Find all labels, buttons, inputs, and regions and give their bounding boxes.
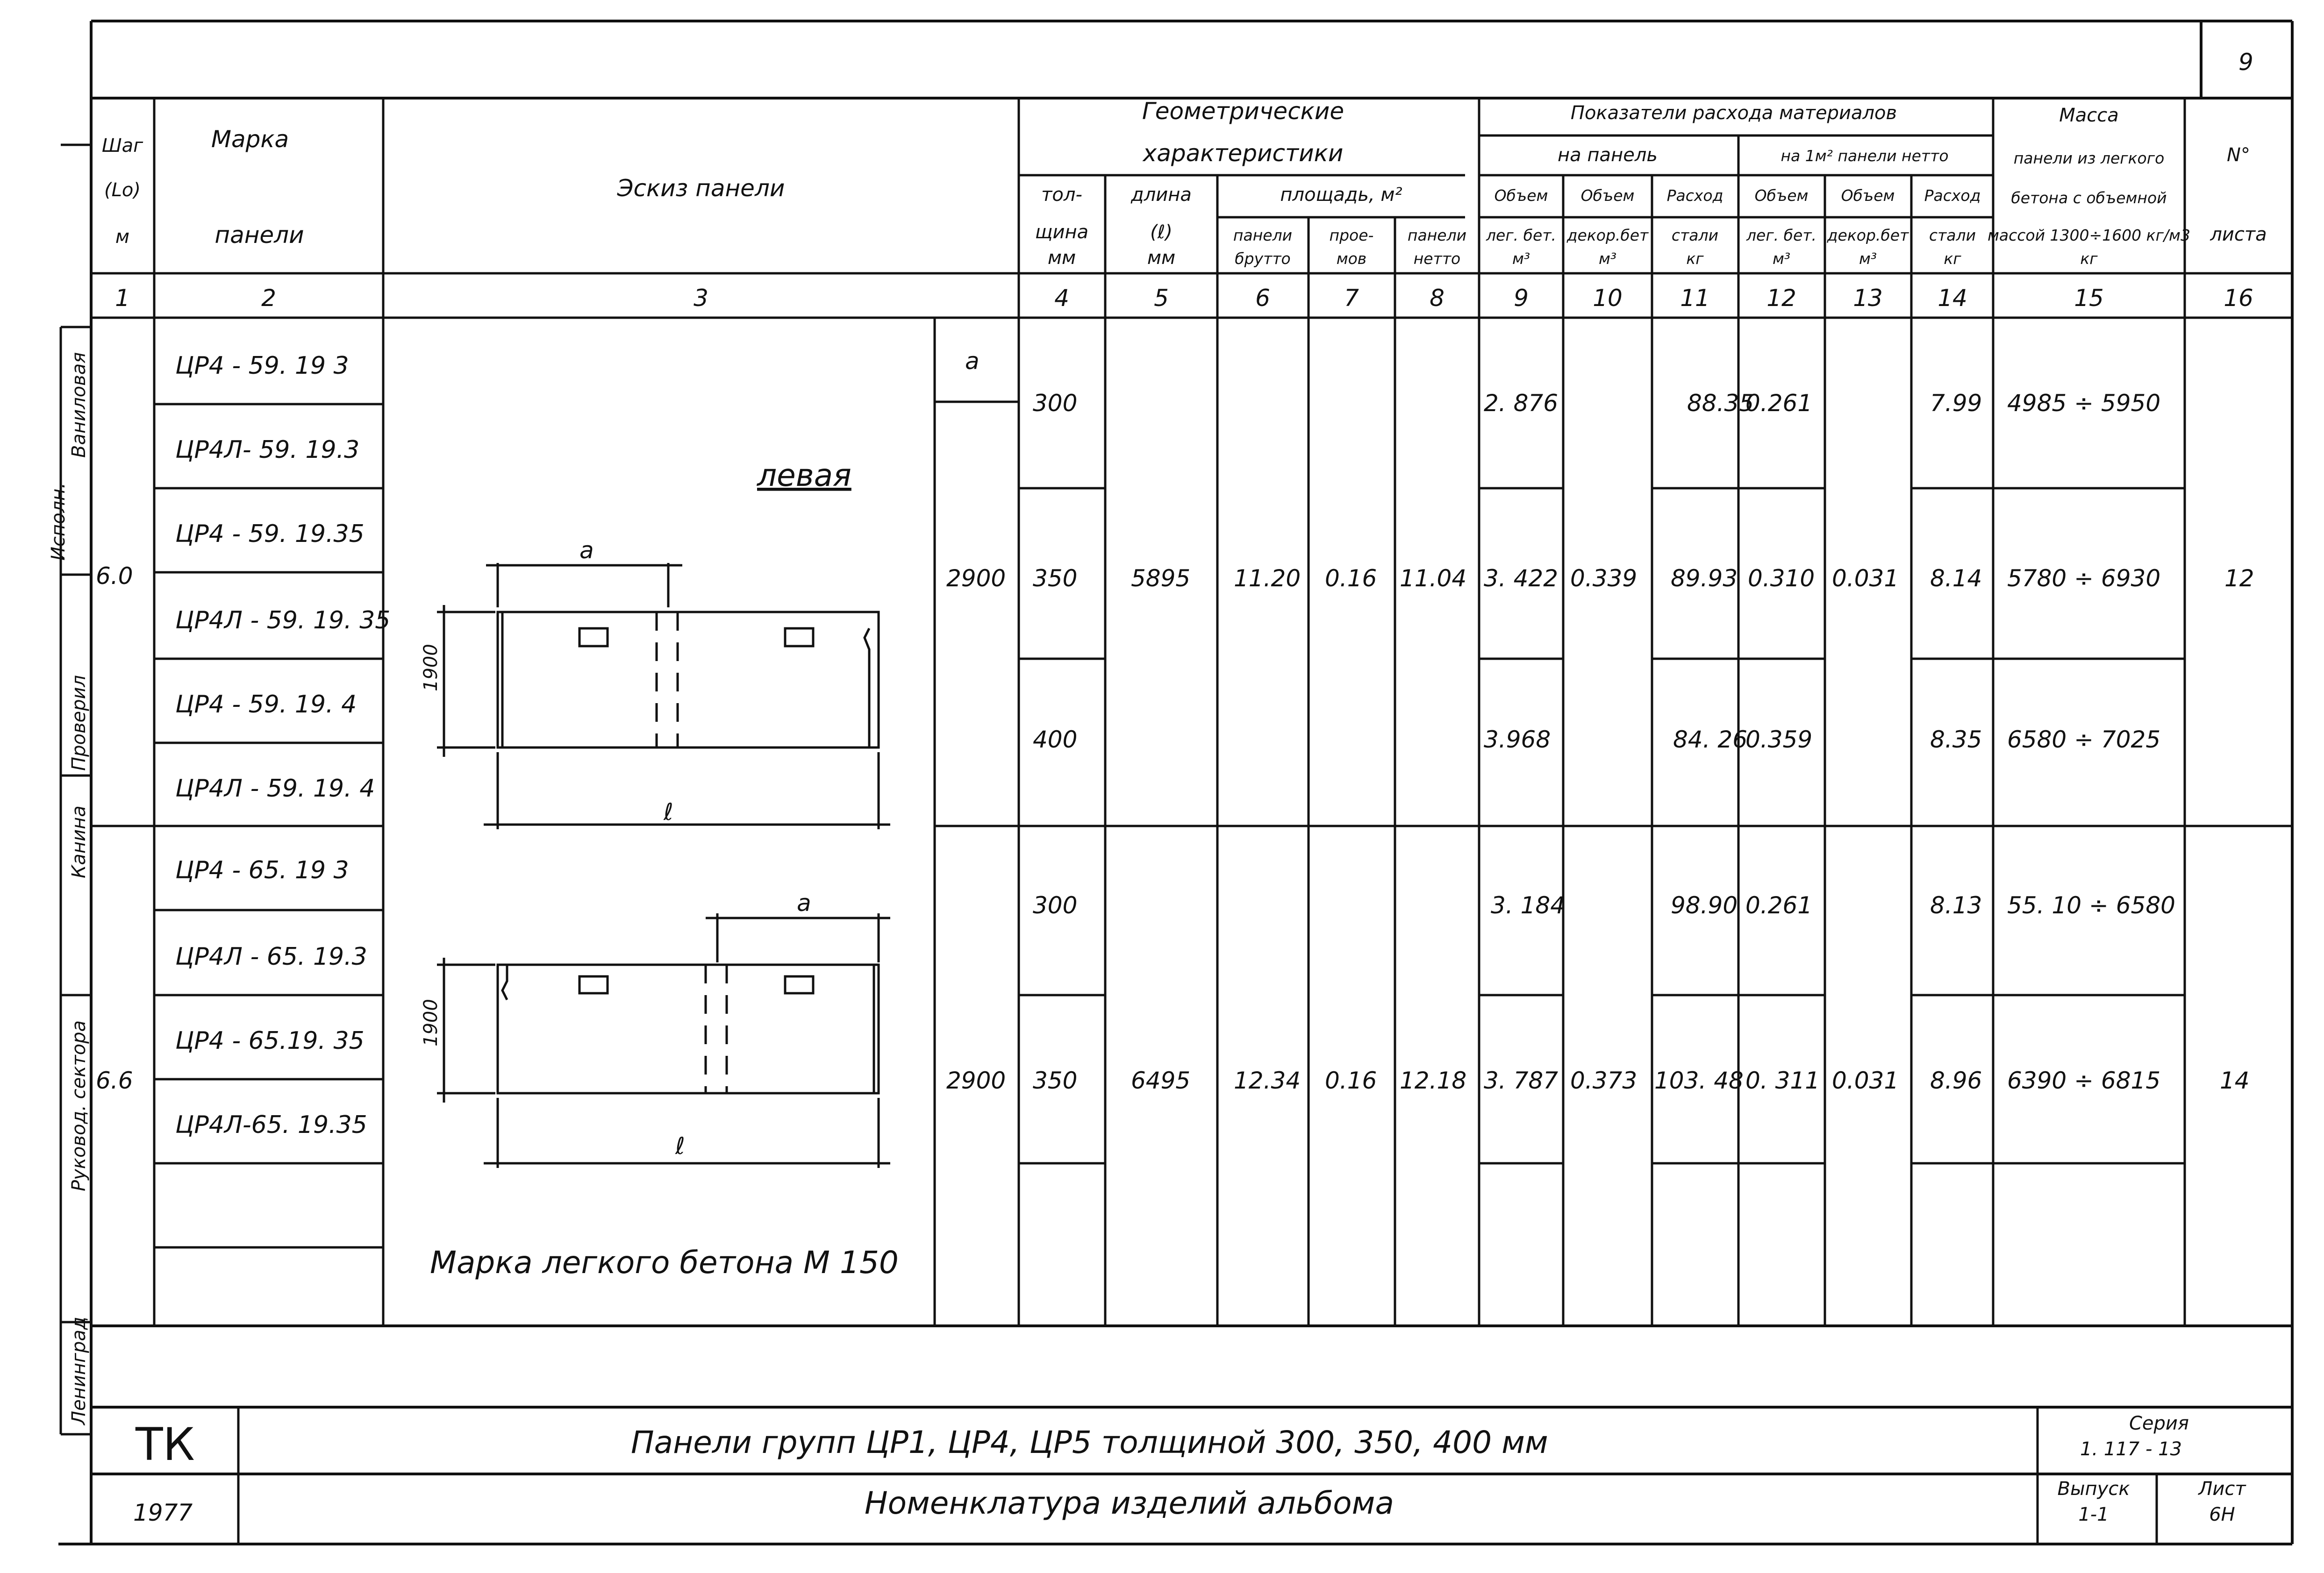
mark-3: ЦР4 - 65.19. 35 <box>175 1027 365 1055</box>
vol-300: 2. 876 <box>1484 390 1559 417</box>
length-value: 5895 <box>1131 565 1191 592</box>
steel-m2-300: 8.13 <box>1930 892 1982 919</box>
title-block <box>133 1413 2246 1526</box>
h-c6-2: брутто <box>1235 249 1291 268</box>
colnum-6: 6 <box>1255 285 1270 312</box>
margin-checked: Проверил <box>68 675 90 771</box>
colnum-13: 13 <box>1853 285 1883 312</box>
thickness-300: 300 <box>1033 892 1078 919</box>
vol-m2-300: 0.261 <box>1745 390 1813 417</box>
h-c12-1: Объем <box>1754 186 1809 205</box>
mass-400: 6580 ÷ 7025 <box>2007 726 2161 753</box>
h-c10-2: декор.бет <box>1566 226 1649 244</box>
h-mark-1: Марка <box>211 126 289 153</box>
vol-m2-300: 0.261 <box>1745 892 1813 919</box>
mark-1: ЦР4 - 65. 19 3 <box>175 856 349 884</box>
h-sheet-1: N° <box>2227 144 2250 166</box>
colnum-14: 14 <box>1938 285 1967 312</box>
sheet-label: Лист <box>2198 1478 2246 1500</box>
colnum-3: 3 <box>694 285 708 312</box>
h-c5-2: (ℓ) <box>1150 221 1173 243</box>
mark-4: ЦР4Л - 59. 19. 35 <box>175 606 391 634</box>
colnum-9: 9 <box>1514 285 1529 312</box>
h-sheet-2: листа <box>2210 224 2267 245</box>
margin-role: Исполн. <box>48 483 69 561</box>
h-c9-2: лег. бет. <box>1486 226 1557 244</box>
openings-area: 0.16 <box>1325 1067 1377 1094</box>
vol-300: 3. 184 <box>1491 892 1566 919</box>
a-value: 2900 <box>946 1067 1006 1094</box>
h-geom-1: Геометрические <box>1142 98 1344 125</box>
openings-area: 0.16 <box>1325 565 1377 592</box>
group-6-0 <box>96 352 2254 803</box>
decor-m2: 0.031 <box>1832 565 1899 592</box>
issue-value: 1-1 <box>2078 1504 2109 1525</box>
h-c12-3: м³ <box>1772 249 1791 268</box>
h-c8-1: панели <box>1407 226 1467 244</box>
h-mass-1: Масса <box>2059 105 2119 126</box>
steel-m2-300: 7.99 <box>1930 390 1982 417</box>
signature-margin <box>61 145 91 1434</box>
h-c11-2: стали <box>1671 226 1719 244</box>
sheet-ref: 14 <box>2220 1067 2250 1094</box>
h-c9-1: Объем <box>1494 186 1548 205</box>
vol-350: 3. 422 <box>1484 565 1559 592</box>
title-line-2: Номенклатура изделий альбома <box>865 1485 1394 1521</box>
thickness-300: 300 <box>1033 390 1078 417</box>
vol-350: 3. 787 <box>1484 1067 1559 1094</box>
thickness-400: 400 <box>1033 726 1078 753</box>
step-value: 6.0 <box>96 562 133 590</box>
h-per-m2: на 1м² панели нетто <box>1781 147 1949 165</box>
sheet-ref: 12 <box>2224 565 2254 592</box>
colnum-4: 4 <box>1054 285 1069 312</box>
h-area: площадь, м² <box>1280 184 1402 206</box>
colnum-8: 8 <box>1430 285 1444 312</box>
h-c11-1: Расход <box>1666 186 1723 205</box>
left-panel-label: левая <box>757 457 851 493</box>
gross-area: 12.34 <box>1234 1067 1301 1094</box>
steel-m2-400: 8.35 <box>1930 726 1982 753</box>
net-area: 11.04 <box>1400 565 1467 592</box>
margin-executor: Ваниловая <box>68 352 90 458</box>
mass-350: 6390 ÷ 6815 <box>2007 1067 2161 1094</box>
sheet-number: 9 <box>2238 49 2253 76</box>
vol-m2-350: 0.310 <box>1748 565 1815 592</box>
h-per-panel: на панель <box>1558 144 1658 166</box>
mark-6: ЦР4Л - 59. 19. 4 <box>175 775 375 803</box>
colnum-16: 16 <box>2224 285 2253 312</box>
colnum-15: 15 <box>2074 285 2104 312</box>
h-c14-2: стали <box>1929 226 1976 244</box>
dim-height-bottom: 1900 <box>420 999 442 1046</box>
a-value: 2900 <box>946 565 1006 592</box>
h-c13-3: м³ <box>1859 249 1877 268</box>
vol-m2-400: 0.359 <box>1745 726 1813 753</box>
colnum-2: 2 <box>261 285 276 312</box>
h-consumption: Показатели расхода материалов <box>1570 102 1897 124</box>
dim-length-top: ℓ <box>664 798 673 826</box>
series-label: Серия <box>2129 1413 2189 1434</box>
series-value: 1. 117 - 13 <box>2080 1438 2182 1460</box>
table-header <box>102 98 2267 312</box>
steel-m2-350: 8.96 <box>1930 1067 1982 1094</box>
title-line-1: Панели групп ЦР1, ЦР4, ЦР5 толщиной 300, 350, 400 мм <box>631 1424 1548 1460</box>
mass-300: 4985 ÷ 5950 <box>2007 390 2161 417</box>
colnum-10: 10 <box>1593 285 1623 312</box>
h-c13-1: Объем <box>1841 186 1895 205</box>
h-step-2: (Lo) <box>104 179 141 201</box>
mass-350: 5780 ÷ 6930 <box>2007 565 2161 592</box>
h-c7-2: мов <box>1336 249 1367 268</box>
net-area: 12.18 <box>1400 1067 1467 1094</box>
h-c5-3: мм <box>1147 247 1176 269</box>
mark-4: ЦР4Л-65. 19.35 <box>175 1111 367 1139</box>
colnum-5: 5 <box>1154 285 1169 312</box>
h-mass-4: массой 1300÷1600 кг/м3 <box>1988 226 2190 244</box>
colnum-11: 11 <box>1680 285 1710 312</box>
dim-a-bottom: a <box>797 890 811 917</box>
h-c4-1: тол- <box>1041 184 1082 206</box>
colnum-7: 7 <box>1344 285 1359 312</box>
h-c6-1: панели <box>1233 226 1293 244</box>
concrete-grade-note: Марка легкого бетона М 150 <box>430 1245 899 1281</box>
dim-height-top: 1900 <box>420 644 442 691</box>
organization: ТК <box>136 1418 195 1471</box>
thickness-350: 350 <box>1033 1067 1078 1094</box>
h-c14-3: кг <box>1944 249 1961 268</box>
h-c10-3: м³ <box>1598 249 1617 268</box>
decor-panel: 0.373 <box>1570 1067 1638 1094</box>
signature-texts <box>48 352 90 1426</box>
mark-1: ЦР4 - 59. 19 3 <box>175 352 349 380</box>
h-mark-2: панели <box>215 221 304 249</box>
steel-m2-350: 8.14 <box>1930 565 1982 592</box>
mark-2: ЦР4Л - 65. 19.3 <box>175 943 367 971</box>
decor-panel: 0.339 <box>1570 565 1638 592</box>
mark-3: ЦР4 - 59. 19.35 <box>175 520 365 548</box>
colnum-1: 1 <box>115 285 130 312</box>
h-step-1: Шаг <box>101 135 143 157</box>
h-c7-1: прое- <box>1329 226 1374 244</box>
length-value: 6495 <box>1131 1067 1191 1094</box>
h-sketch: Эскиз панели <box>617 175 785 202</box>
h-mass-2: панели из легкого <box>2013 149 2165 167</box>
mass-300: 55. 10 ÷ 6580 <box>2007 892 2175 919</box>
h-step-3: м <box>115 226 130 248</box>
colnum-12: 12 <box>1766 285 1796 312</box>
vol-m2-350: 0. 311 <box>1745 1067 1820 1094</box>
margin-city: Ленинград <box>68 1317 90 1425</box>
h-mass-5: кг <box>2080 249 2098 268</box>
gross-area: 11.20 <box>1234 565 1301 592</box>
h-c5-1: длина <box>1131 184 1192 206</box>
h-c11-3: кг <box>1686 249 1704 268</box>
decor-m2: 0.031 <box>1832 1067 1899 1094</box>
steel-350: 89.93 <box>1671 565 1738 592</box>
h-c9-3: м³ <box>1512 249 1530 268</box>
margin-checker-name: Канина <box>68 805 90 878</box>
h-mass-3: бетона с объемной <box>2011 189 2167 207</box>
steel-300: 98.90 <box>1671 892 1738 919</box>
sketch-a-header: a <box>965 348 980 375</box>
steel-350: 103. 48 <box>1654 1067 1744 1094</box>
issue-label: Выпуск <box>2057 1478 2130 1500</box>
sheet-value: 6Н <box>2209 1504 2235 1525</box>
year: 1977 <box>133 1499 193 1526</box>
h-c14-1: Расход <box>1924 186 1981 205</box>
vol-400: 3.968 <box>1484 726 1551 753</box>
h-geom-2: характеристики <box>1143 140 1344 167</box>
h-c4-3: мм <box>1047 247 1076 269</box>
dim-length-bottom: ℓ <box>675 1132 685 1160</box>
group-6-6 <box>96 856 2250 1139</box>
h-c8-2: нетто <box>1413 249 1461 268</box>
h-c12-2: лег. бет. <box>1746 226 1817 244</box>
margin-sector-head: Руковод. сектора <box>68 1020 90 1191</box>
mark-5: ЦР4 - 59. 19. 4 <box>175 690 357 719</box>
steel-400: 84. 26 <box>1673 726 1748 753</box>
mark-2: ЦР4Л- 59. 19.3 <box>175 436 360 464</box>
h-c4-2: щина <box>1035 221 1089 243</box>
panel-sketch <box>420 348 980 1281</box>
h-c13-2: декор.бет <box>1827 226 1909 244</box>
step-value: 6.6 <box>96 1067 133 1094</box>
thickness-350: 350 <box>1033 565 1078 592</box>
dim-a-top: a <box>579 537 594 564</box>
h-c10-1: Объем <box>1580 186 1635 205</box>
steel-300: 88.35 <box>1687 390 1754 417</box>
